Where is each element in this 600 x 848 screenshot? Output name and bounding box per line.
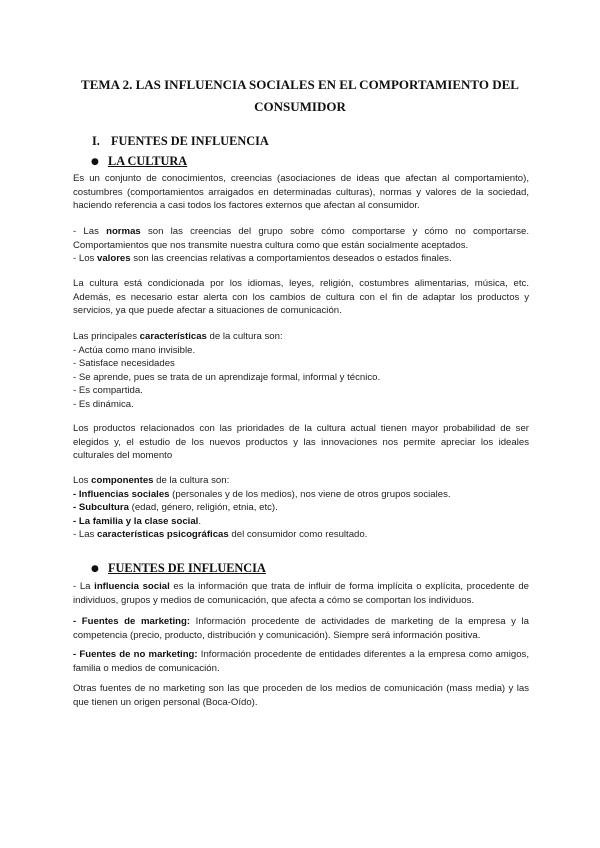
subheading-fuentes: FUENTES DE INFLUENCIA [108,561,266,575]
text-line [73,580,529,594]
list-item: - Es dinámica. [73,398,134,410]
bold-term: componentes [91,475,154,486]
bold-term: - Fuentes de no marketing: [73,649,198,660]
bold-term: - Fuentes de marketing: [73,616,191,627]
text-span: de la cultura son: [206,331,283,342]
bold-term: valores [97,253,131,265]
text-line: La cultura está condicionada por los idiomas, leyes, religión, costumbres alimentarias, música, etc. [73,278,529,289]
section-number: I. [92,134,100,148]
title-line-1: TEMA 2. LAS INFLUENCIA SOCIALES EN EL COMPORTAMIENTO DEL [81,77,519,92]
text-line [73,474,529,488]
paragraph-otras-fuentes [73,682,529,709]
text-line [73,225,529,239]
text-span: (edad, género, religión, etnia, etc). [128,502,278,514]
paragraph-normas-valores [73,225,529,266]
text-span: Información procedente de entidades diferentes a la empresa como amigos, [197,649,529,660]
title-line-2: CONSUMIDOR [254,99,346,114]
text-line: servicios, ya que puede afectar a situaciones de comunicación. [73,305,342,317]
bullet-icon: ● [91,157,99,167]
text-span: es la información que trata de influir de forma implícita o explícita, procedente de [169,581,529,592]
section-label: FUENTES DE INFLUENCIA [110,134,269,148]
text-line: elegidos y, el estudio de los nuevos productos y las innovaciones nos permite apreciar los ideales [73,436,529,448]
list-item [73,501,529,515]
bold-term: - La familia y la clase social [73,515,199,527]
list-item: - Satisface necesidades [73,358,175,370]
bold-term: influencia social [94,581,170,592]
text-line [73,648,529,662]
text-line: familia o medios de comunicación. [73,662,220,674]
paragraph-intro [73,172,529,213]
paragraph-productos [73,422,529,463]
text-line: culturales del momento [73,450,173,462]
text-line: Los productos relacionados con las prioridades de la cultura actual tienen mayor probabilidad de ser [73,423,529,434]
text-line: Es un conjunto de conocimientos, creencias (asociaciones de ideas que afectan al comportamiento), [73,173,529,184]
text-span: - Las [73,529,97,541]
paragraph-fuentes-no-marketing [73,648,529,675]
bold-term: características [139,331,207,342]
list-item: - Es compartida. [73,385,143,397]
text-span: Información procedente de actividades de marketing de la empresa y la [190,616,530,627]
text-line: Además, es necesario estar alerta con los cambios de cultura con el fin de adaptar los productos y [73,291,529,303]
text-span: del consumidor como resultado. [228,529,368,541]
list-item [73,488,529,502]
list-item [73,515,529,529]
list-item [73,528,529,542]
text-line [73,252,529,266]
text-span: . [198,515,201,527]
text-span: - Los [73,253,97,265]
paragraph-fuentes-marketing [73,615,529,642]
paragraph-condicionada [73,277,529,318]
text-line: haciendo referencia a casi todos los factores externos que afectan al consumidor. [73,200,420,212]
text-line [73,330,529,344]
subheading-cultura: LA CULTURA [108,154,188,168]
bold-term: - Subcultura [73,502,129,514]
text-span: Los [73,475,92,486]
text-line: Comportamientos que nos transmite nuestra cultura como que están socialmente aceptados. [73,239,469,251]
text-line: competencia (precio, producto, distribución y comunicación). Siempre será información positiva. [73,629,481,641]
text-line: Otras fuentes de no marketing son las que proceden de los medios de comunicación (mass media) y las [73,683,529,694]
paragraph-influencia-social [73,580,529,607]
text-line [73,615,529,629]
text-span: - La [73,581,95,592]
text-line: costumbres (comportamientos arraigados en determinadas culturas), normas y valores de la sociedad, [73,186,529,198]
text-line: individuos, grupos y medios de comunicación, que afecta a cómo se comportan los individuos. [73,594,475,606]
text-span: de la cultura son: [153,475,230,486]
section-heading [92,134,269,149]
list-item: - Actúa como mano invisible. [73,344,196,356]
text-span: - Las [73,226,107,237]
text-span: son las creencias del grupo sobre cómo comportarse y cómo no comportarse. [140,226,529,237]
list-item: - Se aprende, pues se trata de un aprendizaje formal, informal y técnico. [73,371,381,383]
list-caracteristicas [73,330,529,412]
bold-term: - Influencias sociales [73,488,170,500]
list-componentes [73,474,529,542]
text-span: (personales y de los medios), nos viene de otros grupos sociales. [169,488,451,500]
text-line: que tienen un origen personal (Boca-Oído). [73,696,258,708]
text-span: son las creencias relativas a comportamientos deseados o estados finales. [130,253,452,265]
bold-term: características psicográficas [97,529,229,541]
page-title [60,74,540,118]
bullet-icon: ● [91,564,99,574]
bold-term: normas [106,226,141,237]
text-span: Las principales [73,331,140,342]
